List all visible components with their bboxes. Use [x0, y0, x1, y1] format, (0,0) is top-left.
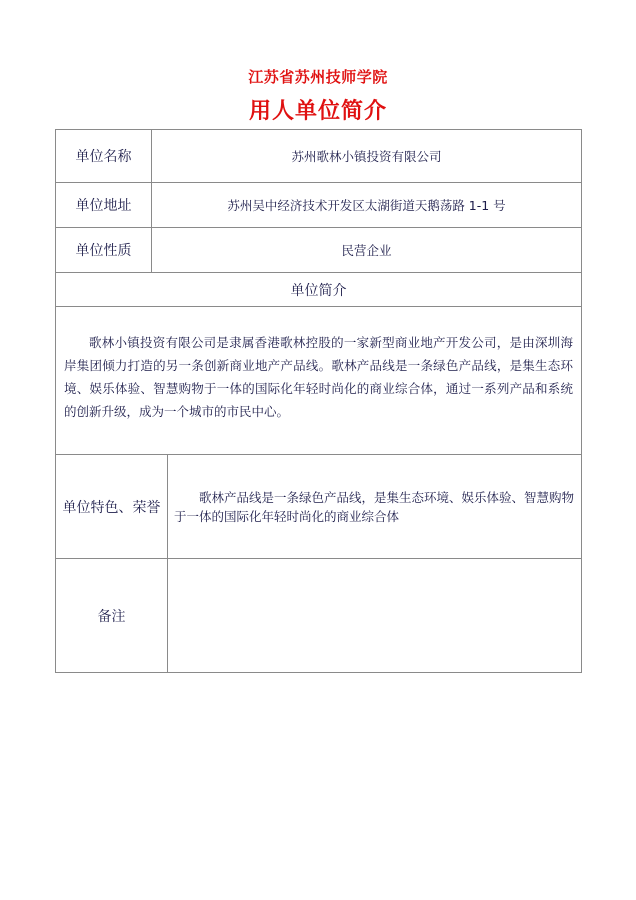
remarks-label: 备注	[56, 559, 168, 672]
row-company-nature	[56, 228, 581, 273]
row-intro-header	[56, 273, 581, 307]
company-honors-label: 单位特色、荣誉	[56, 455, 168, 558]
remarks-value	[168, 559, 581, 672]
company-name-label: 单位名称	[56, 130, 152, 182]
company-address-value: 苏州吴中经济技术开发区太湖街道天鹅荡路 1-1 号	[227, 198, 506, 213]
row-company-address	[56, 183, 581, 228]
company-address-label: 单位地址	[56, 183, 152, 227]
company-nature-label: 单位性质	[56, 228, 152, 272]
page-title: 用人单位简介	[248, 99, 387, 124]
company-nature-value: 民营企业	[341, 243, 392, 258]
row-company-honors	[56, 455, 581, 559]
company-intro-label: 单位简介	[290, 282, 347, 299]
company-profile-table	[55, 129, 582, 673]
row-company-name	[56, 130, 581, 183]
company-name-value: 苏州歌林小镇投资有限公司	[291, 149, 442, 164]
row-intro-body	[56, 307, 581, 455]
row-remarks	[56, 559, 581, 672]
school-name: 江苏省苏州技师学院	[248, 68, 388, 86]
company-honors-text: 歌林产品线是一条绿色产品线，是集生态环境、娱乐体验、智慧购物于一体的国际化年轻时尚化的商业综合体	[174, 490, 575, 524]
company-intro-text: 歌林小镇投资有限公司是隶属香港歌林控股的一家新型商业地产开发公司，是由深圳海岸集团倾力打造的另一条创新商业地产产品线。歌林产品线是一条绿色产品线，是集生态环境、娱乐体验、智慧购物于一体的国际化年轻时尚化的商业综合体，通过一系列产品和系统的创新升级，成为一个城市的市民中心。	[64, 335, 573, 419]
